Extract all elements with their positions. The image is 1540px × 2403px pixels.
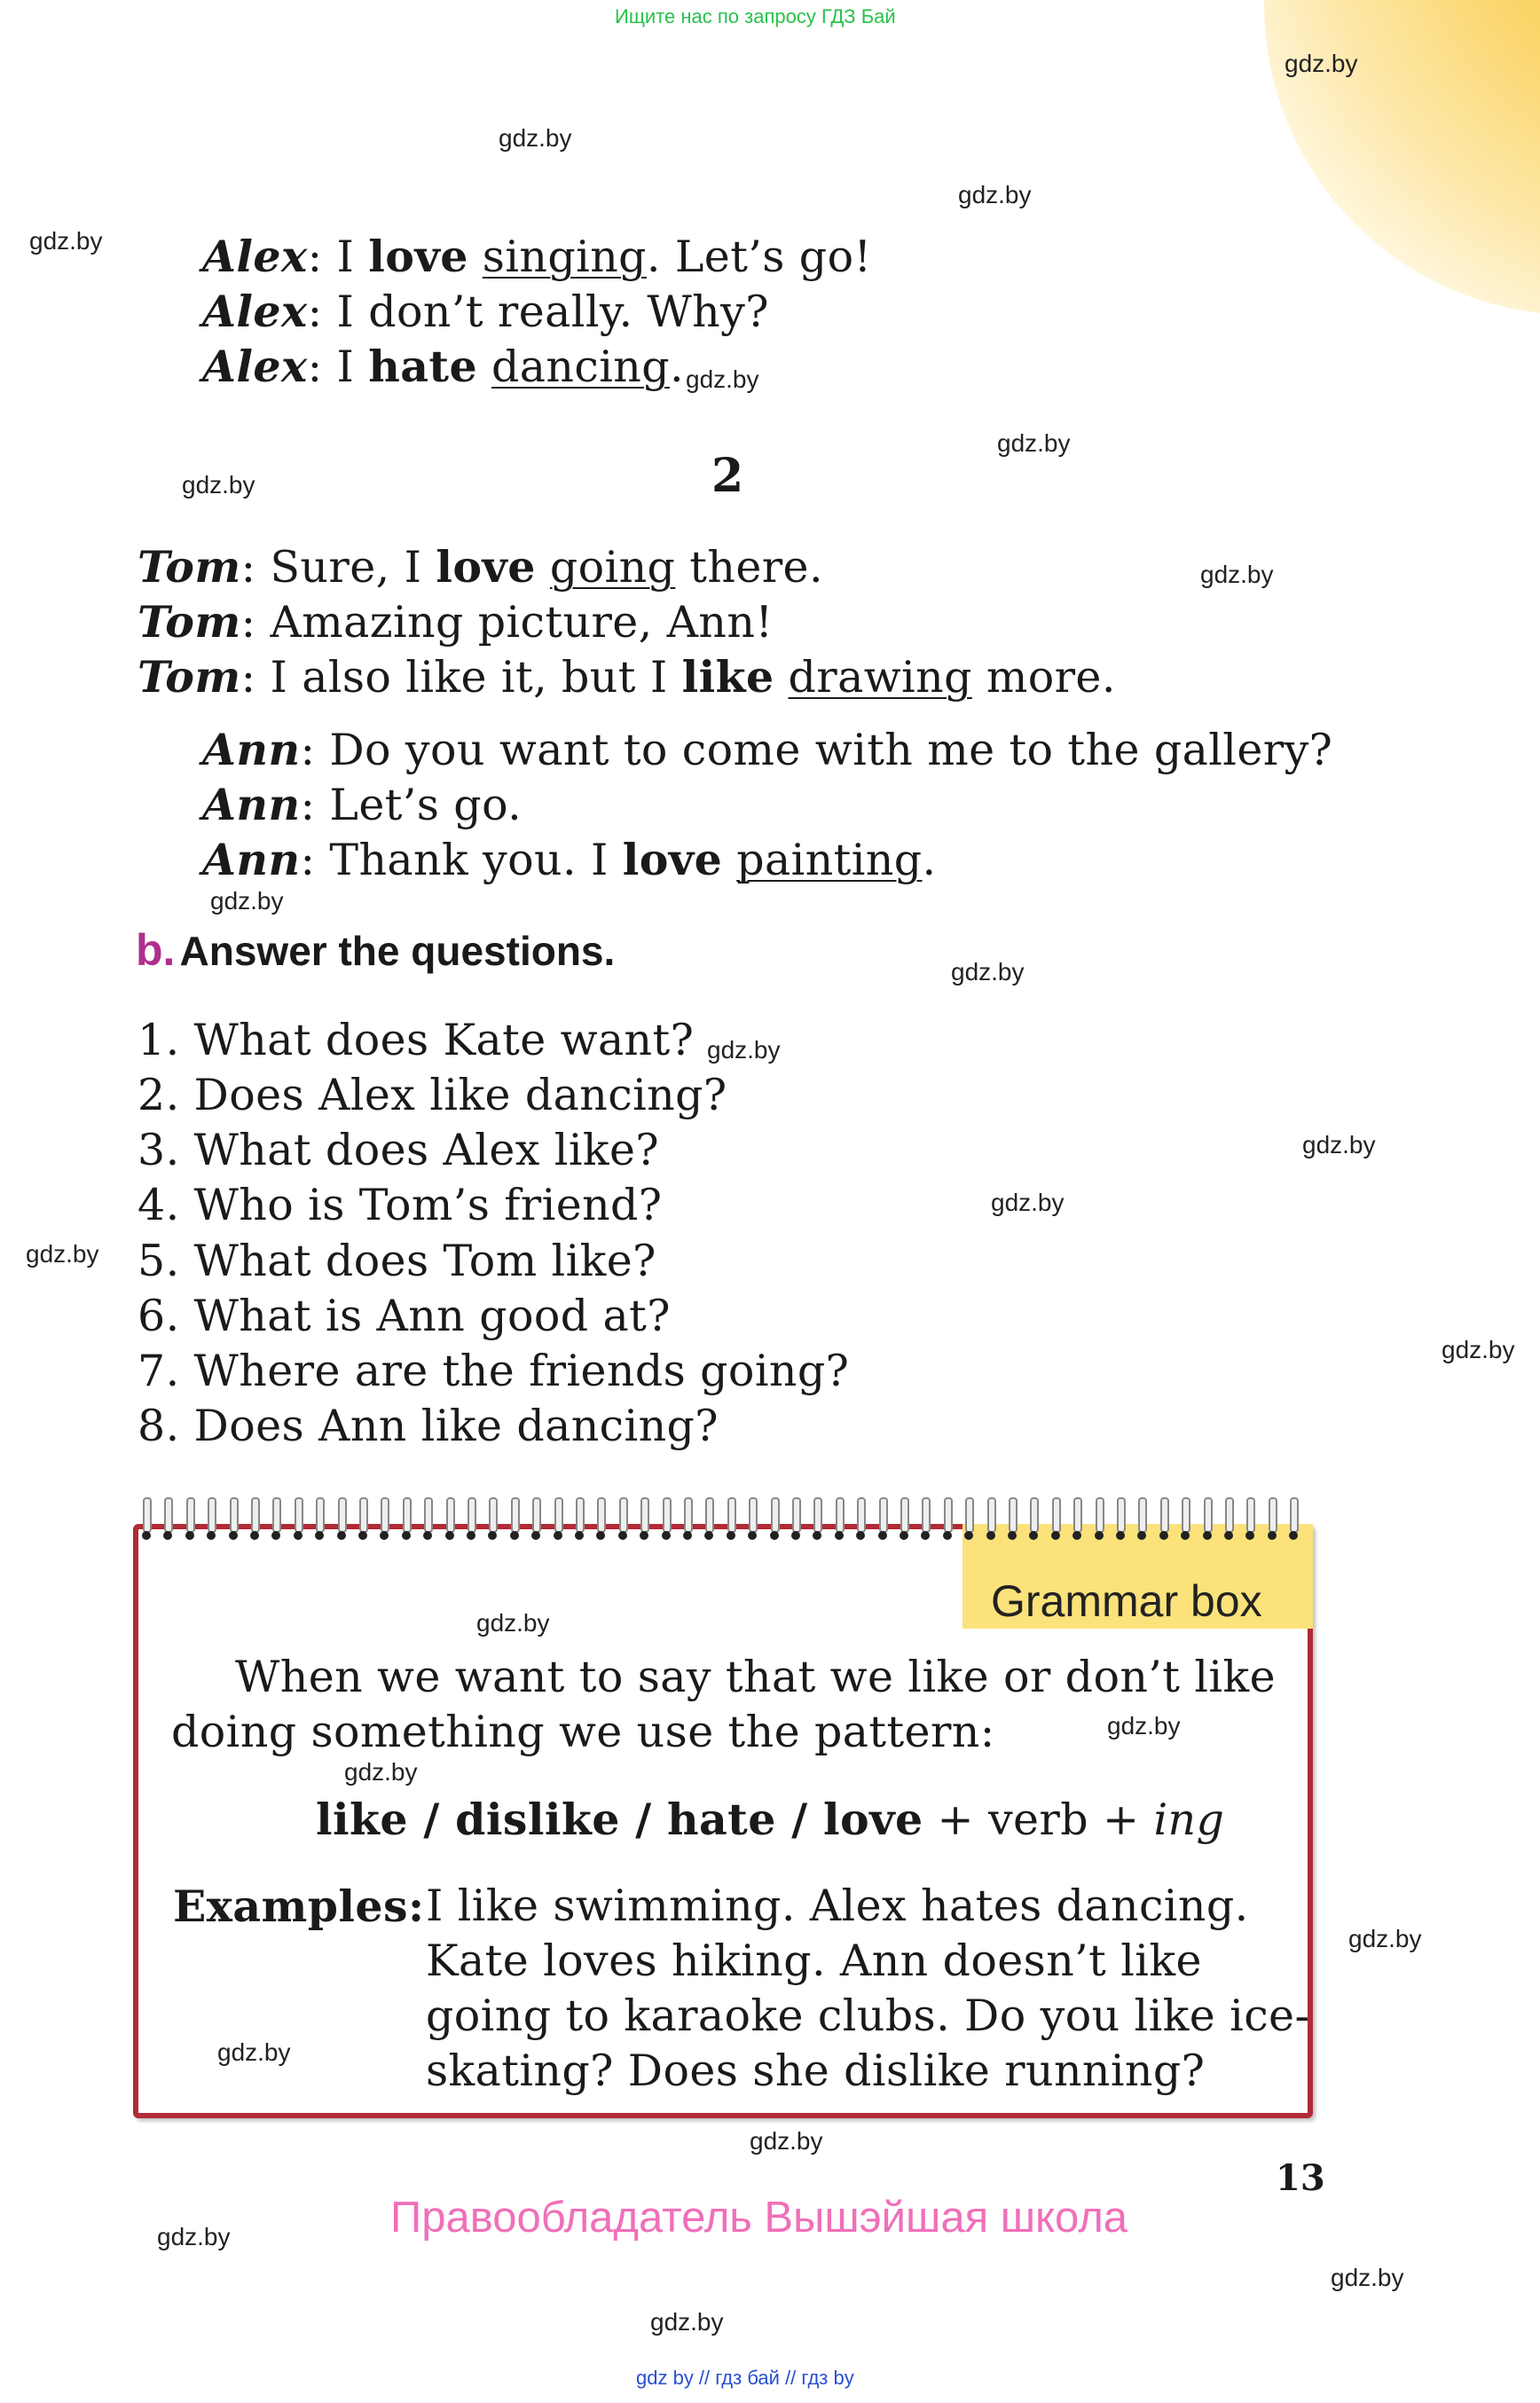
watermark: gdz.by: [650, 2308, 724, 2336]
watermark: gdz.by: [344, 1758, 418, 1786]
spiral-ring: [1072, 1497, 1081, 1543]
watermark: gdz.by: [182, 471, 255, 499]
spiral-ring: [856, 1497, 865, 1543]
spiral-ring: [207, 1497, 216, 1543]
watermark: gdz.by: [991, 1189, 1065, 1216]
watermark: gdz.by: [1200, 561, 1274, 588]
spiral-ring: [229, 1497, 238, 1543]
question-item: 5. What does Tom like?: [138, 1236, 656, 1286]
spiral-ring: [445, 1497, 454, 1543]
watermark: gdz.by: [1331, 2264, 1404, 2291]
spiral-ring: [294, 1497, 302, 1543]
spiral-ring: [142, 1497, 151, 1543]
spiral-ring: [358, 1497, 367, 1543]
watermark: gdz.by: [958, 181, 1032, 208]
watermark: gdz.by: [210, 887, 284, 915]
watermark: gdz.by: [1442, 1336, 1515, 1363]
watermark: gdz.by: [26, 1240, 99, 1268]
spiral-ring: [1137, 1497, 1146, 1543]
task-letter: b.: [136, 925, 176, 975]
grammar-intro-line: When we want to say that we like or don’t like: [235, 1652, 1276, 1702]
spiral-ring: [986, 1497, 995, 1543]
watermark: gdz.by: [997, 429, 1071, 457]
dialogue-line: Tom: Amazing picture, Ann!: [138, 596, 774, 648]
dialogue-line: Ann: Do you want to come with me to the gallery?: [202, 724, 1333, 775]
spiral-ring: [185, 1497, 194, 1543]
example-line: skating? Does she dislike running?: [426, 2046, 1206, 2096]
task-title: Answer the questions: [179, 928, 604, 974]
spiral-ring: [402, 1497, 411, 1543]
watermark: gdz.by: [157, 2223, 231, 2250]
spiral-ring: [748, 1497, 757, 1543]
watermark: gdz.by: [951, 958, 1025, 986]
spiral-ring: [1245, 1497, 1254, 1543]
notebook-spiral: [142, 1497, 1313, 1551]
speaker-name: Tom: [138, 596, 241, 648]
spiral-ring: [575, 1497, 584, 1543]
spiral-ring: [704, 1497, 713, 1543]
dialogue-line: Alex: I hate dancing.: [202, 341, 684, 392]
spiral-ring: [1159, 1497, 1168, 1543]
spiral-ring: [1095, 1497, 1104, 1543]
spiral-ring: [1224, 1497, 1233, 1543]
dialogue-line: Tom: I also like it, but I like drawing more.: [138, 651, 1116, 703]
watermark: gdz.by: [217, 2038, 291, 2066]
spiral-ring: [727, 1497, 735, 1543]
spiral-ring: [662, 1497, 671, 1543]
dialogue-line: Ann: Let’s go.: [202, 779, 522, 830]
watermark: gdz.by: [750, 2127, 823, 2155]
watermark: gdz.by: [707, 1036, 781, 1064]
spiral-ring: [1268, 1497, 1277, 1543]
sun-decoration: [1264, 0, 1540, 315]
speaker-name: Alex: [202, 231, 308, 282]
spiral-ring: [791, 1497, 800, 1543]
grammar-intro-line: doing something we use the pattern:: [171, 1707, 995, 1757]
spiral-ring: [618, 1497, 627, 1543]
header-search-link[interactable]: Ищите нас по запросу ГДЗ Бай: [615, 5, 896, 27]
dialogue-line: Tom: Sure, I love going there.: [138, 541, 823, 593]
spiral-ring: [1181, 1497, 1190, 1543]
spiral-ring: [488, 1497, 497, 1543]
watermark: gdz.by: [499, 124, 572, 152]
dialogue-line: Ann: Thank you. I love painting.: [202, 834, 937, 885]
dialogue-line: Alex: I don’t really. Why?: [202, 286, 769, 337]
watermark: gdz.by: [476, 1609, 550, 1637]
spiral-ring: [835, 1497, 844, 1543]
spiral-ring: [510, 1497, 519, 1543]
question-item: 6. What is Ann good at?: [138, 1291, 671, 1341]
watermark: gdz.by: [686, 365, 759, 393]
spiral-ring: [1051, 1497, 1060, 1543]
spiral-ring: [1203, 1497, 1212, 1543]
dialogue-line: Alex: I love singing. Let’s go!: [202, 231, 872, 282]
speaker-name: Tom: [138, 651, 241, 703]
watermark: gdz.by: [1285, 50, 1358, 77]
spiral-ring: [813, 1497, 821, 1543]
spiral-ring: [1008, 1497, 1017, 1543]
example-line: Kate loves hiking. Ann doesn’t like: [426, 1936, 1202, 1986]
footer-links[interactable]: gdz by // гдз бай // гдз by: [636, 2367, 854, 2389]
watermark: gdz.by: [29, 227, 103, 255]
question-item: 3. What does Alex like?: [138, 1125, 660, 1175]
task-heading: b. Answer the questions.: [136, 925, 616, 975]
spiral-ring: [640, 1497, 648, 1543]
example-line: going to karaoke clubs. Do you like ice-: [426, 1991, 1310, 2041]
question-item: 1. What does Kate want?: [138, 1015, 695, 1065]
spiral-ring: [163, 1497, 172, 1543]
speaker-name: Ann: [202, 779, 301, 830]
grammar-box-title: Grammar box: [991, 1576, 1262, 1626]
spiral-ring: [943, 1497, 952, 1543]
section-number: 2: [711, 449, 744, 503]
spiral-ring: [1029, 1497, 1038, 1543]
speaker-name: Ann: [202, 834, 301, 885]
question-item: 7. Where are the friends going?: [138, 1346, 850, 1396]
speaker-name: Ann: [202, 724, 301, 775]
example-line: I like swimming. Alex hates dancing.: [426, 1881, 1249, 1931]
question-item: 4. Who is Tom’s friend?: [138, 1180, 663, 1230]
spiral-ring: [380, 1497, 389, 1543]
speaker-name: Alex: [202, 341, 308, 392]
spiral-ring: [770, 1497, 779, 1543]
spiral-ring: [271, 1497, 280, 1543]
examples-label: Examples:: [173, 1881, 425, 1932]
spiral-ring: [250, 1497, 259, 1543]
spiral-ring: [900, 1497, 908, 1543]
spiral-ring: [596, 1497, 605, 1543]
spiral-ring: [878, 1497, 887, 1543]
page-number: 13: [1276, 2157, 1325, 2199]
watermark: gdz.by: [1107, 1712, 1181, 1739]
watermark: gdz.by: [1348, 1925, 1422, 1952]
spiral-ring: [337, 1497, 346, 1543]
speaker-name: Tom: [138, 541, 241, 593]
question-item: 2. Does Alex like dancing?: [138, 1070, 727, 1120]
spiral-ring: [1289, 1497, 1298, 1543]
speaker-name: Alex: [202, 286, 308, 337]
spiral-ring: [1116, 1497, 1125, 1543]
spiral-ring: [964, 1497, 973, 1543]
spiral-ring: [467, 1497, 475, 1543]
question-item: 8. Does Ann like dancing?: [138, 1401, 719, 1451]
copyright-text: Правообладатель Вышэйшая школа: [390, 2194, 1128, 2242]
watermark: gdz.by: [1302, 1131, 1376, 1158]
spiral-ring: [423, 1497, 432, 1543]
spiral-ring: [683, 1497, 692, 1543]
spiral-ring: [921, 1497, 930, 1543]
spiral-ring: [315, 1497, 324, 1543]
spiral-ring: [531, 1497, 540, 1543]
grammar-pattern: like / dislike / hate / love + verb + ing: [316, 1794, 1225, 1845]
spiral-ring: [554, 1497, 562, 1543]
